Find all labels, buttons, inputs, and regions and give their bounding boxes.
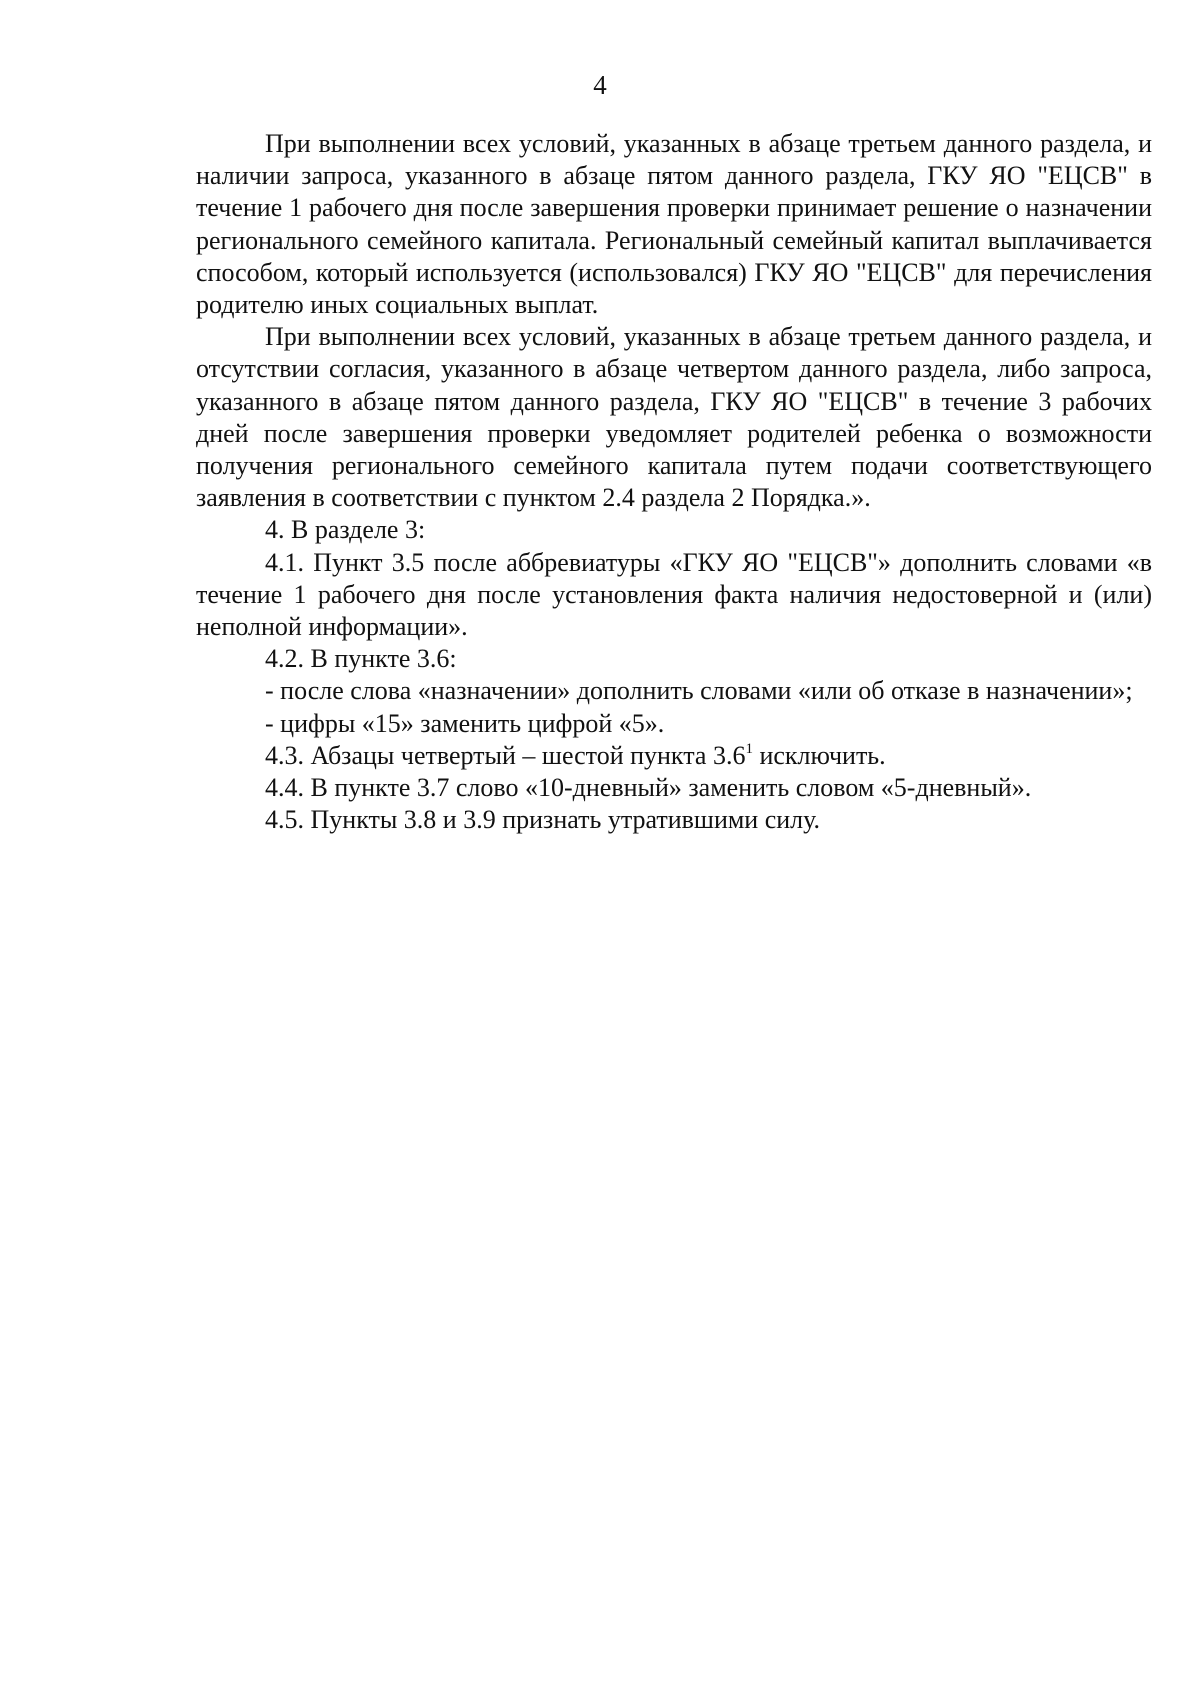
paragraph-item-4-2-dash-2: - цифры «15» заменить цифрой «5». xyxy=(265,708,665,738)
paragraph-item-4-3 xyxy=(196,740,1152,772)
page-number: 4 xyxy=(593,70,607,100)
paragraph-section-3-heading: 4. В разделе 3: xyxy=(265,515,426,545)
paragraph-item-4-2-dash-1: - после слова «назначении» дополнить словами «или об отказе в назначении»; xyxy=(265,676,1133,706)
item-4-3-superscript: 1 xyxy=(745,740,753,757)
paragraph-item-4-4: 4.4. В пункте 3.7 слово «10-дневный» заменить словом «5-дневный». xyxy=(265,773,1032,803)
paragraph-decision-on-capital: При выполнении всех условий, указанных в абзаце третьем данного раздела, и наличии запроса, указанного в абзаце пятом данного раздела, ГКУ ЯО "ЕЦСВ" в течение 1 рабочего дня после завершения проверки принимает решение о назначении регионального семейного капитала. Региональный семейный капитал выплачивается способом, который используется (использовался) ГКУ ЯО "ЕЦСВ" для перечисления родителю иных социальных выплат. xyxy=(196,129,1152,320)
paragraph-item-4-5: 4.5. Пункты 3.8 и 3.9 признать утратившими силу. xyxy=(265,805,821,835)
paragraph-item-4-1: 4.1. Пункт 3.5 после аббревиатуры «ГКУ ЯО "ЕЦСВ"» дополнить словами «в течение 1 рабочего дня после установления факта наличия недостоверной и (или) неполной информации». xyxy=(196,547,1152,642)
paragraph-item-4-2: 4.2. В пункте 3.6: xyxy=(265,644,457,674)
item-4-3-text-before: 4.3. Абзацы четвертый – шестой пункта 3.6 xyxy=(265,740,746,770)
item-4-3-text-after: исключить. xyxy=(752,740,886,770)
document-body xyxy=(196,128,1152,836)
paragraph-notification-of-parents: При выполнении всех условий, указанных в абзаце третьем данного раздела, и отсутствии согласия, указанного в абзаце четвертом данного раздела, либо запроса, указанного в абзаце пятом данного раздела, ГКУ ЯО "ЕЦСВ" в течение 3 рабочих дней после завершения проверки уведомляет родителей ребенка о возможности получения регионального семейного капитала путем подачи соответствующего заявления в соответствии с пунктом 2.4 раздела 2 Порядка.». xyxy=(196,322,1152,513)
